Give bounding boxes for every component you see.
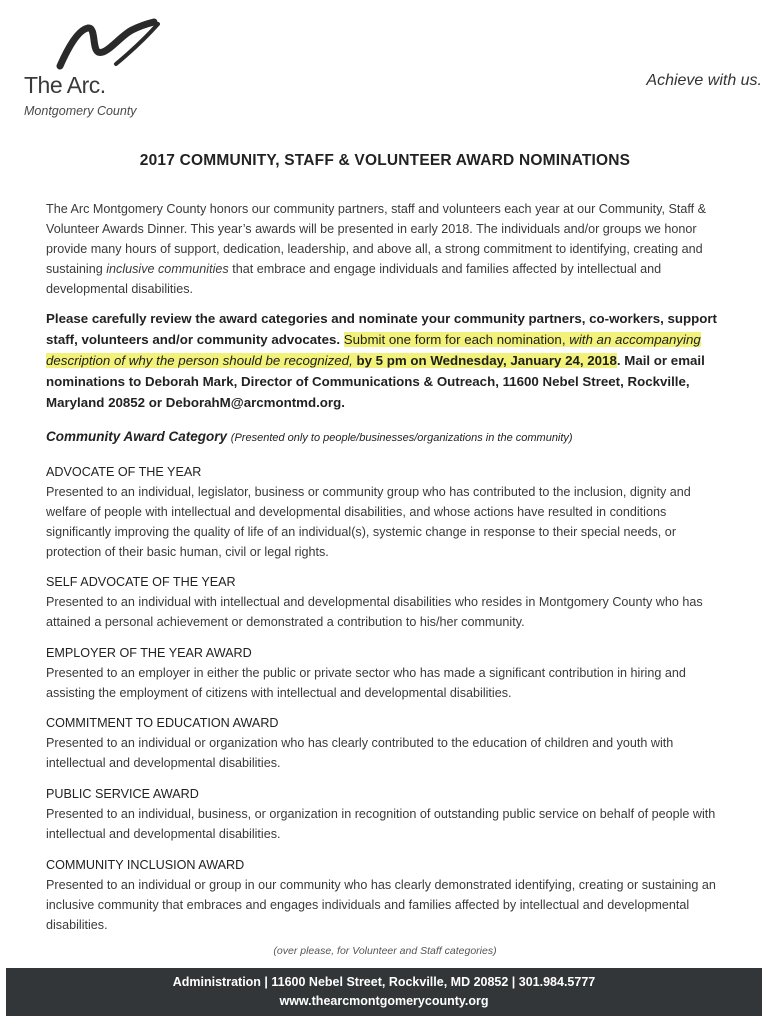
award-public-service [46, 784, 722, 844]
category-note: (Presented only to people/businesses/organizations in the community) [230, 432, 573, 444]
category-heading [46, 429, 573, 444]
award-description: Presented to an individual with intellectual and developmental disabilities who resides in Montgomery County who has attained a personal achievement or demonstrated a contribution to his/her community. [46, 595, 703, 629]
tagline: Achieve with us. [646, 72, 762, 89]
arc-logo [24, 18, 174, 118]
award-description: Presented to an individual, legislator, business or community group who has contributed to the inclusion, dignity and welfare of people with intellectual and developmental disabilities, and whose actions have resulted in conditions significantly improving the quality of life of an individual(s), systemic change in response to their special needs, or protection of their basic human, civil or legal rights. [46, 485, 691, 559]
footer-website-link[interactable]: www.thearcmontgomerycounty.org [279, 994, 489, 1008]
intro-text: The Arc Montgomery County honors our community partners, staff and volunteers each year at our Community, Staff & Volunteer Awards Dinner. This year’s awards will be presented in early 2018. The individuals and/or groups we honor provide many hours of support, dedication, leadership, and above all, a strong commitment to identifying, creating and sustaining [46, 202, 707, 276]
award-name: SELF ADVOCATE OF THE YEAR [46, 575, 236, 589]
intro-paragraph [46, 199, 726, 299]
award-name: COMMITMENT TO EDUCATION AWARD [46, 716, 279, 730]
intro-italic: inclusive communities [106, 262, 229, 276]
call-mail-info: . Mail or email nominations to Deborah Mark, Director of Communications & Outreach, 11600 Nebel Street, Rockville, Maryland 20852 or DeborahM@arcmontmd.org. [46, 353, 705, 410]
highlight-submit: Submit one form for each nomination, [343, 332, 570, 347]
award-name: COMMUNITY INCLUSION AWARD [46, 858, 245, 872]
arc-swoosh-icon [54, 18, 164, 74]
logo-name: The Arc. [24, 72, 106, 98]
award-employer [46, 643, 722, 703]
page-title: 2017 COMMUNITY, STAFF & VOLUNTEER AWARD NOMINATIONS [139, 152, 631, 169]
award-community-inclusion [46, 855, 722, 935]
award-advocate [46, 462, 722, 562]
call-to-action [46, 308, 732, 413]
logo-subtitle: Montgomery County [24, 104, 137, 118]
highlight-deadline: by 5 pm on Wednesday, January 24, 2018 [352, 353, 617, 368]
award-education [46, 713, 722, 773]
category-title: Community Award Category [46, 429, 228, 444]
highlight-description: with an accompanying description of why the person should be recognized, [46, 332, 701, 368]
footer-address: Administration | 11600 Nebel Street, Rockville, MD 20852 | 301.984.5777 [172, 975, 596, 989]
award-description: Presented to an individual, business, or organization in recognition of outstanding public service on behalf of people with intellectual and developmental disabilities. [46, 807, 716, 841]
award-name: ADVOCATE OF THE YEAR [46, 465, 202, 479]
intro-text-end: that embrace and engage individuals and families affected by intellectual and developmental disabilities. [46, 262, 662, 296]
footer-bar [6, 968, 762, 1016]
award-name: PUBLIC SERVICE AWARD [46, 787, 199, 801]
call-lead: Please carefully review the award categories and nominate your community partners, co-workers, support staff, volunteers and/or community advocates. [46, 311, 717, 347]
award-description: Presented to an individual or organization who has clearly contributed to the education of children and youth with intellectual and developmental disabilities. [46, 736, 674, 770]
award-description: Presented to an individual or group in our community who has clearly demonstrated identifying, creating or sustaining an inclusive community that embraces and engages individuals and families affected by intellectual and developmental disabilities. [46, 878, 716, 932]
award-self-advocate [46, 572, 722, 632]
award-name: EMPLOYER OF THE YEAR AWARD [46, 646, 252, 660]
over-note: (over please, for Volunteer and Staff categories) [273, 945, 497, 957]
award-description: Presented to an employer in either the public or private sector who has made a significant contribution in hiring and assisting the employment of citizens with intellectual and developmental disabilities. [46, 666, 686, 700]
